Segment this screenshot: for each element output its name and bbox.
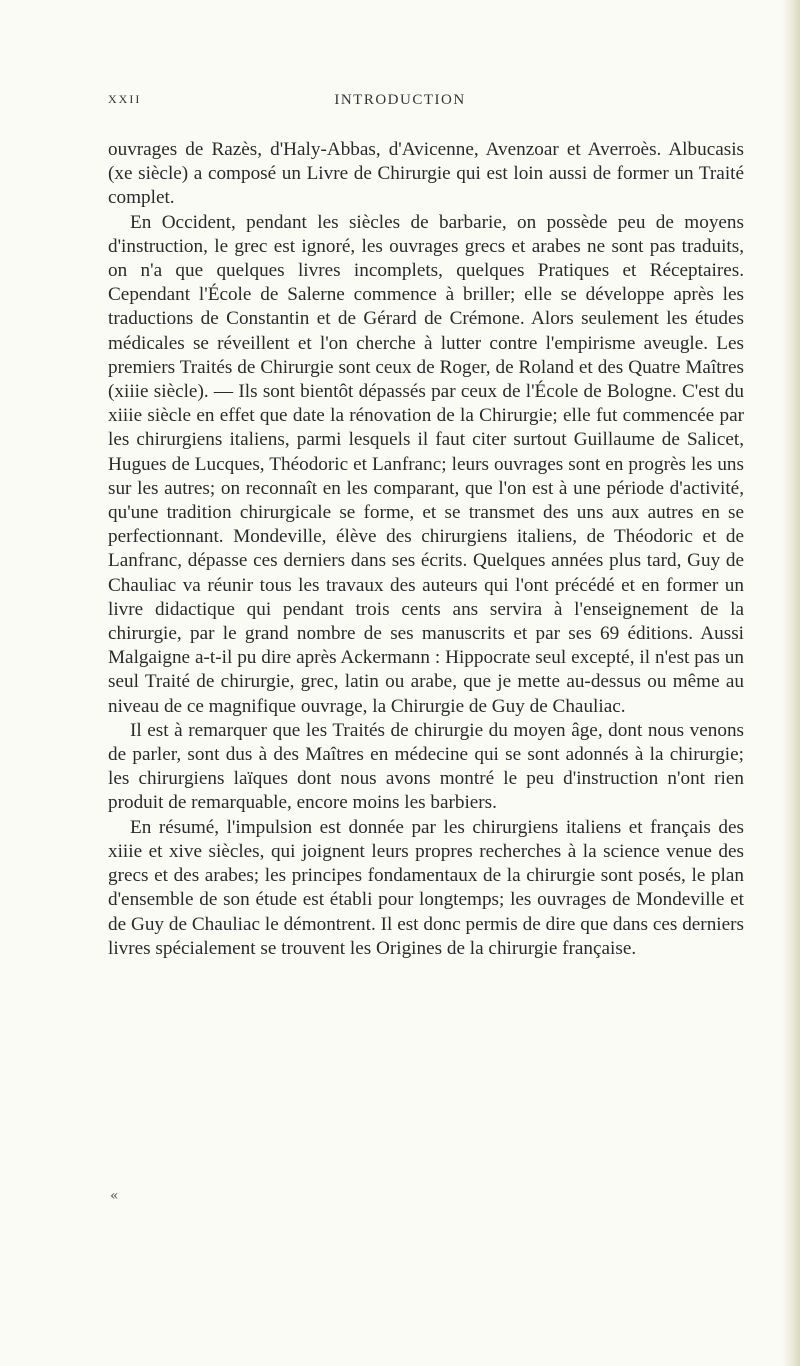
paragraph: En résumé, l'impulsion est donnée par les chirurgiens italiens et français des xiiie et xive siècles, qui joignent leurs propres recherches à la science venue des grecs et des arabes; les principes fondamentaux de la chirurgie sont posés, le plan d'ensemble de son étude est établi pour longtemps; les ouvrages de Mondeville et de Guy de Chauliac le démontrent. Il est donc permis de dire que dans ces derniers livres spécialement se trouvent les Origines de la chirurgie française.: [108, 816, 744, 959]
body-text: [108, 138, 744, 961]
paragraph: Il est à remarquer que les Traités de chirurgie du moyen âge, dont nous venons de parler, sont dus à des Maîtres en médecine qui se sont adonnés à la chirurgie; les chirurgiens laïques dont nous avons montré le peu d'instruction n'ont rien produit de remarquable, encore moins les barbiers.: [108, 719, 744, 814]
printer-mark: «: [110, 1188, 119, 1204]
paragraph: ouvrages de Razès, d'Haly-Abbas, d'Avicenne, Avenzoar et Averroès. Albucasis (xe siècle) a composé un Livre de Chirurgie qui est loin aussi de former un Traité complet.: [108, 139, 744, 209]
running-head: INTRODUCTION: [334, 92, 466, 108]
page-header: [0, 92, 800, 114]
paragraph: En Occident, pendant les siècles de barbarie, on possède peu de moyens d'instruction, le grec est ignoré, les ouvrages grecs et arabes ne sont pas traduits, on n'a que quelques livres incomplets, quelques Pratiques et Réceptaires. Cependant l'École de Salerne commence à briller; elle se développe après les traductions de Constantin et de Gérard de Crémone. Alors seulement les études médicales se réveillent et l'on cherche à lutter contre l'empirisme aveugle. Les premiers Traités de Chirurgie sont ceux de Roger, de Roland et des Quatre Maîtres (xiiie siècle). — Ils sont bientôt dépassés par ceux de l'École de Bologne. C'est du xiiie siècle en effet que date la rénovation de la Chirurgie; elle fut commencée par les chirurgiens italiens, parmi lesquels il faut citer surtout Guillaume de Salicet, Hugues de Lucques, Théodoric et Lanfranc; leurs ouvrages sont en progrès les uns sur les autres; on reconnaît en les comparant, que l'on est à une période d'activité, qu'une tradition chirurgicale se forme, et se transmet des uns aux autres en se perfectionnant. Mondeville, élève des chirurgiens italiens, de Théodoric et de Lanfranc, dépasse ces derniers dans ses écrits. Quelques années plus tard, Guy de Chauliac va réunir tous les travaux des auteurs qui l'ont précédé et en former un livre didactique qui pendant trois cents ans servira à l'enseignement de la chirurgie, par le grand nombre de ses manuscrits et par ses 69 éditions. Aussi Malgaigne a-t-il pu dire après Ackermann : Hippocrate seul excepté, il n'est pas un seul Traité de chirurgie, grec, latin ou arabe, que je mette au-dessus ou même au niveau de ce magnifique ouvrage, la Chirurgie de Guy de Chauliac.: [108, 211, 744, 717]
page-edge: [782, 0, 800, 1366]
page-number: XXII: [108, 92, 142, 106]
